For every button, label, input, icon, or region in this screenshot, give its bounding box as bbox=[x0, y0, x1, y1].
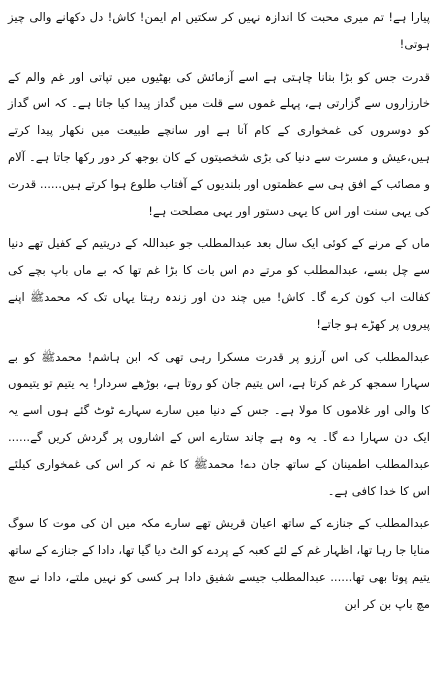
paragraph-2: قدرت جس کو بڑا بنانا چاہتی ہے اسے آزمائش کی بھٹیوں میں تپاتی اور غم والم کے خارزاروں سے گزارتی ہے، پہلے غموں سے قلت میں گداز پیدا کیا جاتا ہے۔ کہ اس گداز کو دوسروں کی غمخواری کے کام آنا ہے اور سانچے طبیعت میں نکھار پیدا کرتے ہیں،عیش و مسرت سے دنیا کی بڑی شخصیتوں کے کان بوجھ کر دور رکھا جاتا ہے۔ آلام و مصائب کے افق ہی سے عظمتوں اور بلندیوں کے آفتاب طلوع ہوا کرتے ہیں...... قدرت کی یہی سنت اور اس کا یہی دستور اور یہی مصلحت ہے! bbox=[8, 69, 430, 218]
paragraph-3: ماں کے مرنے کے کوئی ایک سال بعد عبدالمطلب جو عبداللہ کے دریتیم کے کفیل تھے دنیا سے چل بسے، عبدالمطلب کو مرتے دم اس بات کا بڑا غم تھا کہ بے ماں باپ بچے کی کفالت اب کون کرے گا۔ کاش! میں چند دن اور زندہ رہتا یہاں تک کہ محمدﷺ اپنے پیروں پر کھڑے ہو جاتے! bbox=[8, 236, 430, 331]
paragraph-5: عبدالمطلب کے جنازے کے ساتھ اعیان قریش تھے سارے مکہ میں ان کی موت کا سوگ منایا جا رہا تھا، اظہار غم کے لئے کعبہ کے پردے کو الٹ دیا گیا تھا، دادا کے جنازے کے ساتھ یتیم پوتا بھی تھا...... عبدالمطلب جیسے شفیق دادا ہر کسی کو نہیں ملتے، دادا نے سچ مچ باپ بن کر ابن bbox=[8, 516, 430, 611]
paragraph-4: عبدالمطلب کی اس آرزو پر قدرت مسکرا رہی تھی کہ ابن ہاشم! محمدﷺ کو بے سہارا سمجھ کر غم کرتا ہے، اس یتیم جان کو روتا ہے، بوڑھے سردار! یہ یتیم تو یتیموں کا والی اور غلاموں کا مولا ہے۔ جس کے دنیا میں سارے سہارے ٹوٹ گئے ہوں اسے یہ ایک دن سہارا دے گا۔ یہ وہ ہے چاند ستارے اس کے اشاروں پر گردش کریں گے...... عبدالمطلب اطمینان کے ساتھ جان دے! محمدﷺ کا غم نہ کر اس کی غمخواری کیلئے اس کا خدا کافی ہے۔ bbox=[8, 349, 430, 498]
paragraph-1: پیارا ہے! تم میری محبت کا اندازہ نہیں کر سکتیں ام ایمن! کاش! دل دکھانے والی چیز ہوتی! bbox=[8, 10, 430, 51]
